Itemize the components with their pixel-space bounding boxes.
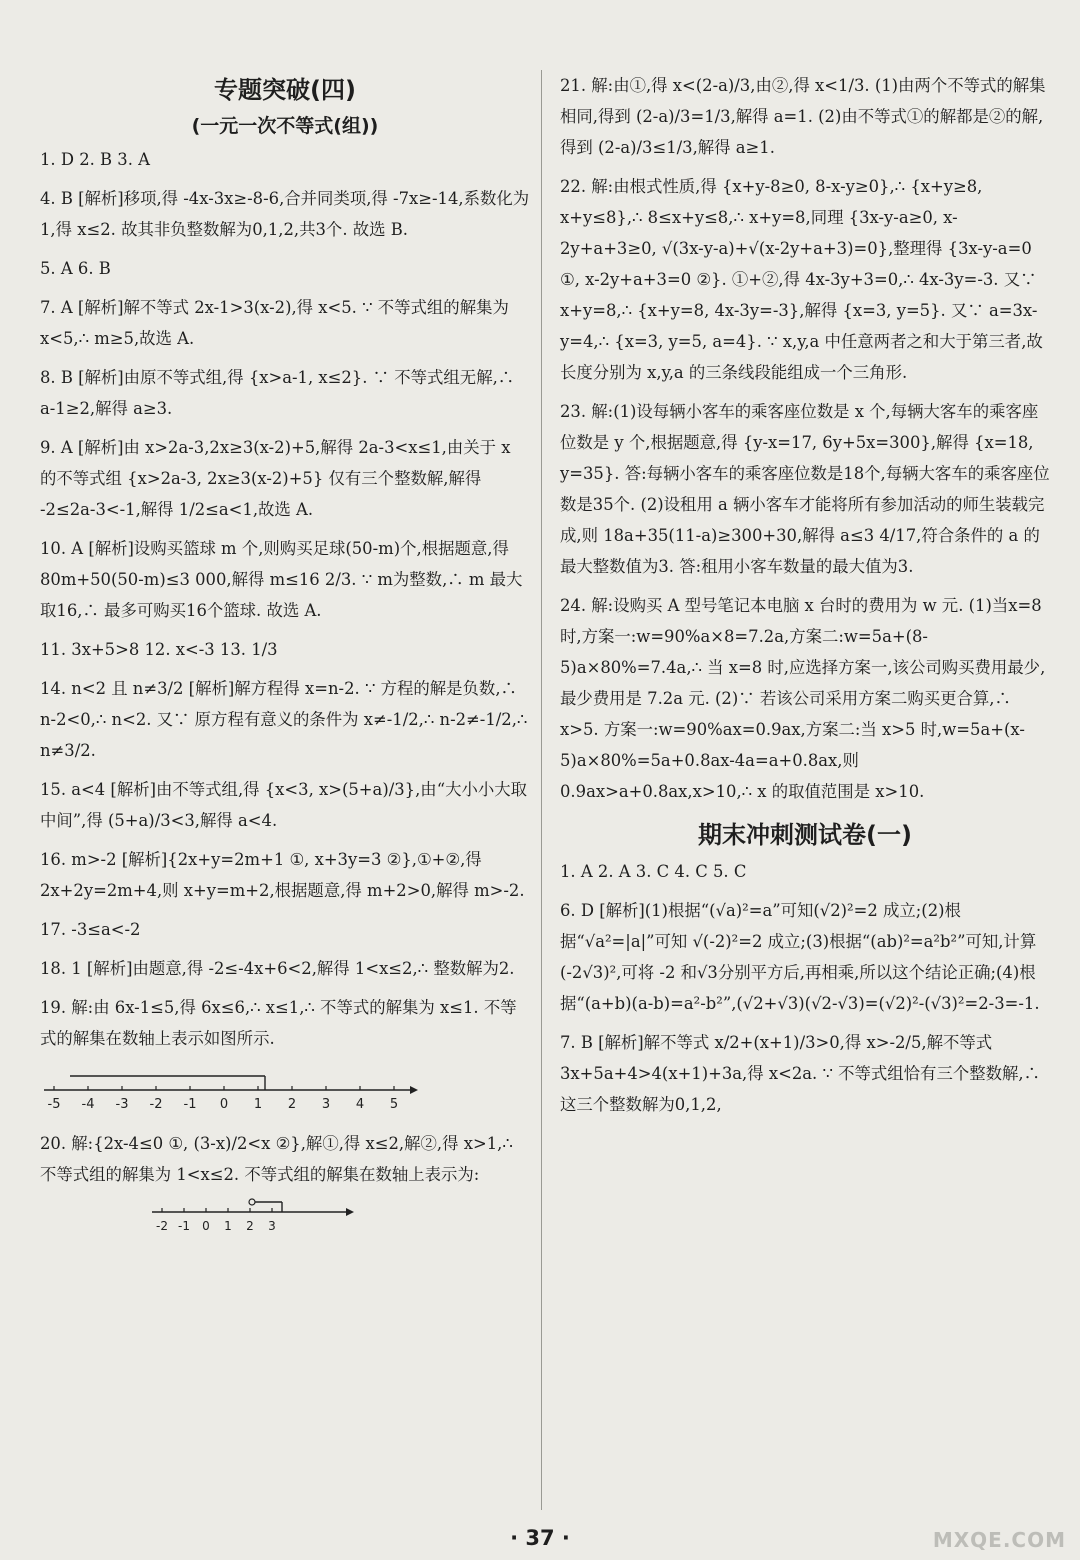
- left-column: [40, 70, 530, 1246]
- number-line-19: [40, 1068, 420, 1116]
- answer-item: 1. A 2. A 3. C 4. C 5. C: [560, 862, 747, 881]
- tick-label: 2: [287, 1097, 297, 1112]
- answer-item: 22. 解:由根式性质,得 {x+y-8≥0, 8-x-y≥0},∴ {x+y≥8, x+y≤8},∴ 8≤x+y≤8,∴ x+y=8,同理 {3x-y-a≥0, x-2y+a+3≥0, √(3x-y-a)+√(x-2y+a+3)=0},整理得 {3x-y-a=0 ①, x-2y+a+3=0 ②}. ①+②,得 4x-3y+3=0,∴ 4x-3y=-3. 又∵ x+y=8,∴ {x+y=8, 4x-3y=-3},解得 {x=3, y=5}. 又∵ a=3x-y=4,∴ {x=3, y=5, a=4}. ∵ x,y,a 中任意两者之和大于第三者,故长度分别为 x,y,a 的三条线段能组成一个三角形.: [560, 177, 1043, 382]
- answer-item: 6. D [解析](1)根据“(√a)²=a”可知(√2)²=2 成立;(2)根据“√a²=|a|”可知 √(-2)²=2 成立;(3)根据“(ab)²=a²b²”可知,计算(-2√3)²,可将 -2 和√3分别平方后,再相乘,所以这个结论正确;(4)根据“(a+b)(a-b)=a²-b²”,(√2+√3)(√2-√3)=(√2)²-(√3)²=2-3=-1.: [560, 901, 1040, 1013]
- section-title: 专题突破(四): [214, 76, 356, 104]
- answer-item: 8. B [解析]由原不等式组,得 {x>a-1, x≤2}. ∵ 不等式组无解,∴ a-1≥2,解得 a≥3.: [40, 368, 515, 418]
- tick-label: -2: [149, 1097, 163, 1112]
- answer-item: 1. D 2. B 3. A: [40, 150, 150, 169]
- tick-label: 0: [202, 1219, 210, 1233]
- answer-item: 14. n<2 且 n≠3/2 [解析]解方程得 x=n-2. ∵ 方程的解是负数,∴ n-2<0,∴ n<2. 又∵ 原方程有意义的条件为 x≠-1/2,∴ n-2≠-1/2,∴ n≠3/2.: [40, 679, 528, 760]
- section-subtitle: (一元一次不等式(组)): [191, 115, 379, 137]
- answer-item: 4. B [解析]移项,得 -4x-3x≥-8-6,合并同类项,得 -7x≥-14,系数化为1,得 x≤2. 故其非负整数解为0,1,2,共3个. 故选 B.: [40, 189, 530, 239]
- tick-label: -5: [47, 1097, 61, 1112]
- tick-label: -4: [81, 1097, 95, 1112]
- tick-label: 3: [268, 1219, 276, 1233]
- answer-item: 7. B [解析]解不等式 x/2+(x+1)/3>0,得 x>-2/5,解不等式 3x+5a+4>4(x+1)+3a,得 x<2a. ∵ 不等式组恰有三个整数解,∴ 这三个整数解为0,1,2,: [560, 1033, 1041, 1114]
- answer-item: 7. A [解析]解不等式 2x-1>3(x-2),得 x<5. ∵ 不等式组的解集为 x<5,∴ m≥5,故选 A.: [40, 298, 509, 348]
- answer-item: 15. a<4 [解析]由不等式组,得 {x<3, x>(5+a)/3},由“大小小大取中间”,得 (5+a)/3<3,解得 a<4.: [40, 780, 528, 830]
- tick-label: -2: [156, 1219, 168, 1233]
- answer-item: 19. 解:由 6x-1≤5,得 6x≤6,∴ x≤1,∴ 不等式的解集为 x≤1. 不等式的解集在数轴上表示如图所示.: [40, 998, 517, 1048]
- tick-label: 2: [246, 1219, 254, 1233]
- number-line-20: [150, 1198, 370, 1238]
- answer-item: 11. 3x+5>8 12. x<-3 13. 1/3: [40, 640, 278, 659]
- tick-label: 5: [389, 1097, 399, 1112]
- answer-item: 23. 解:(1)设每辆小客车的乘客座位数是 x 个,每辆大客车的乘客座位数是 y 个,根据题意,得 {y-x=17, 6y+5x=300},解得 {x=18, y=35}. 答:每辆小客车的乘客座位数是18个,每辆大客车的乘客座位数是35个. (2)设租用 a 辆小客车才能将所有参加活动的师生装载完成,则 18a+35(11-a)≥300+30,解得 a≤3 4/17,符合条件的 a 的最大整数值为3. 答:租用小客车数量的最大值为3.: [560, 402, 1050, 576]
- test-title: 期末冲刺测试卷(一): [698, 821, 912, 849]
- tick-label: 3: [321, 1097, 331, 1112]
- answer-item: 18. 1 [解析]由题意,得 -2≤-4x+6<2,解得 1<x≤2,∴ 整数解为2.: [40, 959, 515, 978]
- answer-item: 9. A [解析]由 x>2a-3,2x≥3(x-2)+5,解得 2a-3<x≤1,由关于 x 的不等式组 {x>2a-3, 2x≥3(x-2)+5} 仅有三个整数解,解得 -2≤2a-3<-1,解得 1/2≤a<1,故选 A.: [40, 438, 511, 519]
- answer-item: 17. -3≤a<-2: [40, 920, 141, 939]
- page-number: · 37 ·: [510, 1526, 570, 1550]
- answer-item: 10. A [解析]设购买篮球 m 个,则购买足球(50-m)个,根据题意,得 80m+50(50-m)≤3 000,解得 m≤16 2/3. ∵ m为整数,∴ m 最大取16,∴ 最多可购买16个篮球. 故选 A.: [40, 539, 523, 620]
- answer-item: 16. m>-2 [解析]{2x+y=2m+1 ①, x+3y=3 ②},①+②,得 2x+2y=2m+4,则 x+y=m+2,根据题意,得 m+2>0,解得 m>-2.: [40, 850, 525, 900]
- tick-label: 1: [253, 1097, 263, 1112]
- answer-item: 5. A 6. B: [40, 259, 111, 278]
- tick-label: -3: [115, 1097, 129, 1112]
- answer-item: 21. 解:由①,得 x<(2-a)/3,由②,得 x<1/3. (1)由两个不等式的解集相同,得到 (2-a)/3=1/3,解得 a=1. (2)由不等式①的解都是②的解,得到 (2-a)/3≤1/3,解得 a≥1.: [560, 76, 1046, 157]
- tick-label: -1: [178, 1219, 190, 1233]
- answer-item: 24. 解:设购买 A 型号笔记本电脑 x 台时的费用为 w 元. (1)当x=8时,方案一:w=90%a×8=7.2a,方案二:w=5a+(8-5)a×80%=7.4a,∴ 当 x=8 时,应选择方案一,该公司购买费用最少,最少费用是 7.2a 元. (2)∵ 若该公司采用方案二购买更合算,∴ x>5. 方案一:w=90%ax=0.9ax,方案二:当 x>5 时,w=5a+(x-5)a×80%=5a+0.8ax-4a=a+0.8ax,则 0.9ax>a+0.8ax,x>10,∴ x 的取值范围是 x>10.: [560, 596, 1046, 801]
- tick-label: -1: [183, 1097, 197, 1112]
- tick-label: 1: [224, 1219, 232, 1233]
- watermark: MXQE.COM: [932, 1528, 1066, 1552]
- column-divider: [541, 70, 542, 1510]
- right-column: [560, 70, 1050, 1128]
- tick-label: 4: [355, 1097, 365, 1112]
- answer-item: 20. 解:{2x-4≤0 ①, (3-x)/2<x ②},解①,得 x≤2,解②,得 x>1,∴ 不等式组的解集为 1<x≤2. 不等式组的解集在数轴上表示为:: [40, 1134, 513, 1184]
- tick-label: 0: [219, 1097, 229, 1112]
